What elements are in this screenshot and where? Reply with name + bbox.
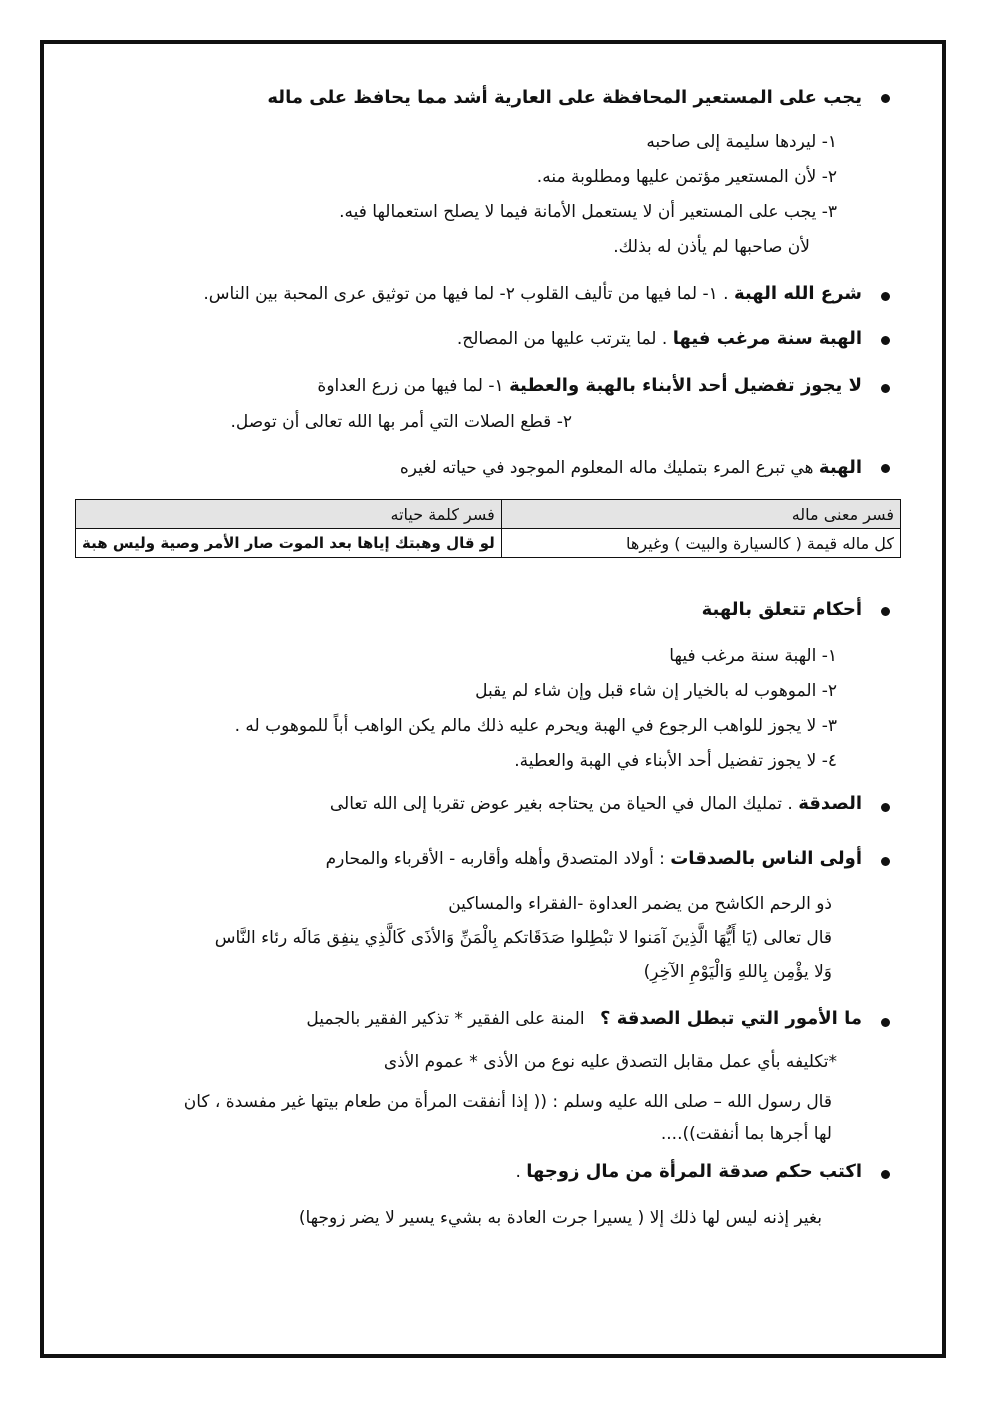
quran-verse-line: وَلا يؤْمِن بِاللهِ وَالْيَوْمِ الآخِرِ)	[643, 962, 832, 982]
bullet	[881, 464, 890, 473]
section-label: شرع الله الهبة	[734, 283, 862, 304]
bullet	[881, 94, 890, 103]
list-item: ٢- قطع الصلات التي أمر بها الله تعالى أن توصل.	[230, 412, 572, 432]
section-text: .	[515, 1162, 521, 1182]
section-text: المنة على الفقير * تذكير الفقير بالجميل	[306, 1009, 585, 1029]
sadaqah-definition-line	[330, 792, 862, 816]
section-label: الهبة سنة مرغب فيها	[672, 328, 862, 349]
hadith-line: قال رسول الله – صلى الله عليه وسلم : (( إذا أنفقت المرأة من طعام بيتها غير مفسدة ، كان	[183, 1092, 832, 1112]
table-cell: لو قال وهبتك إياها بعد الموت صار الأمر وصية وليس هبة	[76, 529, 502, 558]
no-preference-line	[317, 374, 862, 398]
section-text: ١- لما فيها من زرع العداوة	[317, 376, 504, 396]
section-label: لا يجوز تفضيل أحد الأبناء بالهبة والعطية	[509, 375, 862, 396]
wife-charity-question	[515, 1160, 862, 1184]
list-item: ٢- لأن المستعير مؤتمن عليها ومطلوبة منه.	[536, 167, 837, 187]
list-item: ١- الهبة سنة مرغب فيها	[669, 646, 837, 666]
section-text: هي تبرع المرء بتمليك ماله المعلوم الموجود في حياته لغيره	[399, 458, 814, 478]
quran-verse-line: قال تعالى (يَا أَيُّهَا الَّذِينَ آمَنوا لا تبْطِلوا صَدَقَاتكم بِالْمَنِّ وَالأذَى كَالَّذِي ينفِق مَالَه رئاء النَّاس	[214, 928, 832, 948]
list-item: ذو الرحم الكاشح من يضمر العداوة -الفقراء والمساكين	[448, 894, 832, 914]
list-item-continuation: لأن صاحبها لم يأذن له بذلك.	[613, 237, 810, 257]
bullet	[881, 803, 890, 812]
table-header-cell: فسر كلمة حياته	[76, 500, 502, 529]
table-cell: كل ماله قيمة ( كالسيارة والبيت ) وغيرها	[501, 529, 900, 558]
list-item: ١- ليردها سليمة إلى صاحبه	[646, 132, 837, 152]
section-heading-rulings: أحكام تتعلق بالهبة	[701, 599, 862, 620]
section-label: الصدقة	[798, 793, 862, 814]
priority-recipients-line	[326, 847, 862, 871]
list-item: ٣- لا يجوز للواهب الرجوع في الهبة ويحرم عليه ذلك مالم يكن الواهب أباً للموهوب له .	[234, 716, 837, 736]
bullet	[881, 857, 890, 866]
list-item: ٣- يجب على المستعير أن لا يستعمل الأمانة فيما لا يصلح استعمالها فيه.	[339, 202, 837, 222]
hiba-legislation-line	[203, 282, 862, 306]
section-heading-borrower: يجب على المستعير المحافظة على العارية أشد مما يحافظ على ماله	[267, 87, 862, 108]
invalidators-line	[306, 1007, 862, 1031]
section-label: ما الأمور التي تبطل الصدقة ؟	[599, 1008, 862, 1029]
table-row	[76, 529, 901, 558]
list-item: *تكليفه بأي عمل مقابل التصدق عليه نوع من الأذى * عموم الأذى	[383, 1052, 837, 1072]
section-text: . لما يترتب عليها من المصالح.	[456, 329, 668, 349]
wife-charity-answer: بغير إذنه ليس لها ذلك إلا ( يسيرا جرت العادة به بشيء يسير لا يضر زوجها)	[298, 1208, 822, 1228]
bullet	[881, 384, 890, 393]
list-item: ٢- الموهوب له بالخيار إن شاء قبل وإن شاء لم يقبل	[475, 681, 837, 701]
bullet	[881, 292, 890, 301]
section-label: الهبة	[818, 457, 862, 478]
list-item: ٤- لا يجوز تفضيل أحد الأبناء في الهبة والعطية.	[514, 751, 837, 771]
section-label: اكتب حكم صدقة المرأة من مال زوجها	[526, 1161, 862, 1182]
table-header-row	[76, 500, 901, 529]
section-text: : أولاد المتصدق وأهله وأقاربه - الأقرباء والمحارم	[325, 849, 665, 869]
section-text: . تمليك المال في الحياة من يحتاجه بغير عوض تقربا إلى الله تعالى	[329, 794, 793, 814]
section-label: أولى الناس بالصدقات	[670, 848, 862, 869]
hiba-sunnah-line	[457, 327, 862, 351]
bullet	[881, 1018, 890, 1027]
section-text: . ١- لما فيها من تأليف القلوب ٢- لما فيها من توثيق عرى المحبة بين الناس.	[203, 284, 729, 304]
bullet	[881, 336, 890, 345]
page-border	[40, 40, 946, 1358]
hiba-definition-line	[400, 456, 862, 480]
table-header-cell: فسر معنى ماله	[501, 500, 900, 529]
definition-table	[75, 499, 901, 558]
bullet	[881, 607, 890, 616]
bullet	[881, 1170, 890, 1179]
hadith-line: لها أجرها بما أنفقت))....	[660, 1124, 832, 1144]
